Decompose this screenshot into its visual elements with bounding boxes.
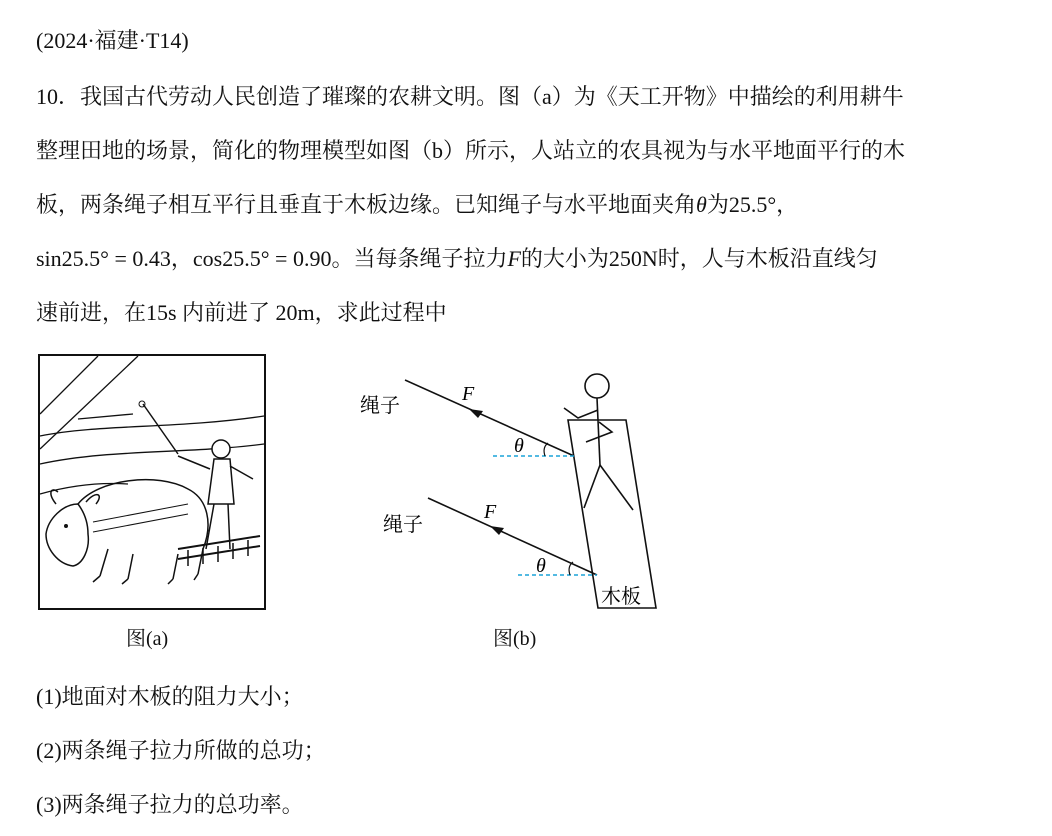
lower-force-label: F	[484, 501, 497, 523]
upper-theta-label: θ	[514, 435, 524, 457]
problem-text-1: 我国古代劳动人民创造了璀璨的农耕文明。图（a）为《天工开物》中描绘的利用耕牛	[80, 84, 904, 109]
problem-text-4a: 。当每条绳子拉力	[331, 246, 508, 271]
upper-force-arrow	[469, 409, 483, 418]
figure-b-caption: 图(b)	[493, 628, 537, 650]
question-3: (3)两条绳子拉力的总功率。	[36, 792, 304, 817]
problem-text-3a: 板，两条绳子相互平行且垂直于木板边缘。已知绳子与水平地面夹角	[36, 192, 697, 217]
figure-a-caption: 图(a)	[126, 628, 169, 650]
figure-b-diagram	[350, 360, 670, 615]
problem-line-1	[36, 80, 904, 111]
lower-rope-label: 绳子	[383, 514, 423, 536]
force-symbol: F	[507, 246, 521, 271]
upper-force-label: F	[462, 383, 475, 405]
problem-line-2: 整理田地的场景，简化的物理模型如图（b）所示，人站立的农具视为与水平地面平行的木	[36, 138, 906, 163]
sin-value: sin25.5° = 0.43	[36, 246, 171, 271]
person-head	[585, 374, 609, 398]
problem-line-3	[36, 188, 798, 219]
man-head	[212, 440, 230, 458]
theta-symbol: θ	[696, 192, 707, 217]
lower-theta-label: θ	[536, 555, 546, 577]
upper-angle-arc	[544, 443, 548, 456]
problem-number: 10．	[36, 84, 81, 109]
source-tag: (2024·福建·T14)	[36, 28, 189, 53]
wooden-board	[568, 420, 656, 608]
cos-value: cos25.5° = 0.90	[192, 246, 332, 271]
separator: ，	[170, 246, 193, 271]
board-label: 木板	[601, 586, 641, 608]
problem-text-4b: 的大小为250N时，人与木板沿直线匀	[520, 246, 878, 271]
problem-line-5: 速前进，在15s 内前进了 20m，求此过程中	[36, 300, 447, 325]
lower-force-arrow	[490, 526, 504, 535]
problem-line-4	[36, 242, 878, 273]
problem-text-3b: 为25.5°，	[706, 192, 799, 217]
question-2: (2)两条绳子拉力所做的总功；	[36, 738, 326, 763]
question-1: (1)地面对木板的阻力大小；	[36, 684, 304, 709]
upper-rope-label: 绳子	[360, 395, 400, 417]
figure-a-illustration	[38, 354, 268, 612]
upper-rope	[405, 380, 574, 456]
ox-eye	[64, 524, 68, 528]
